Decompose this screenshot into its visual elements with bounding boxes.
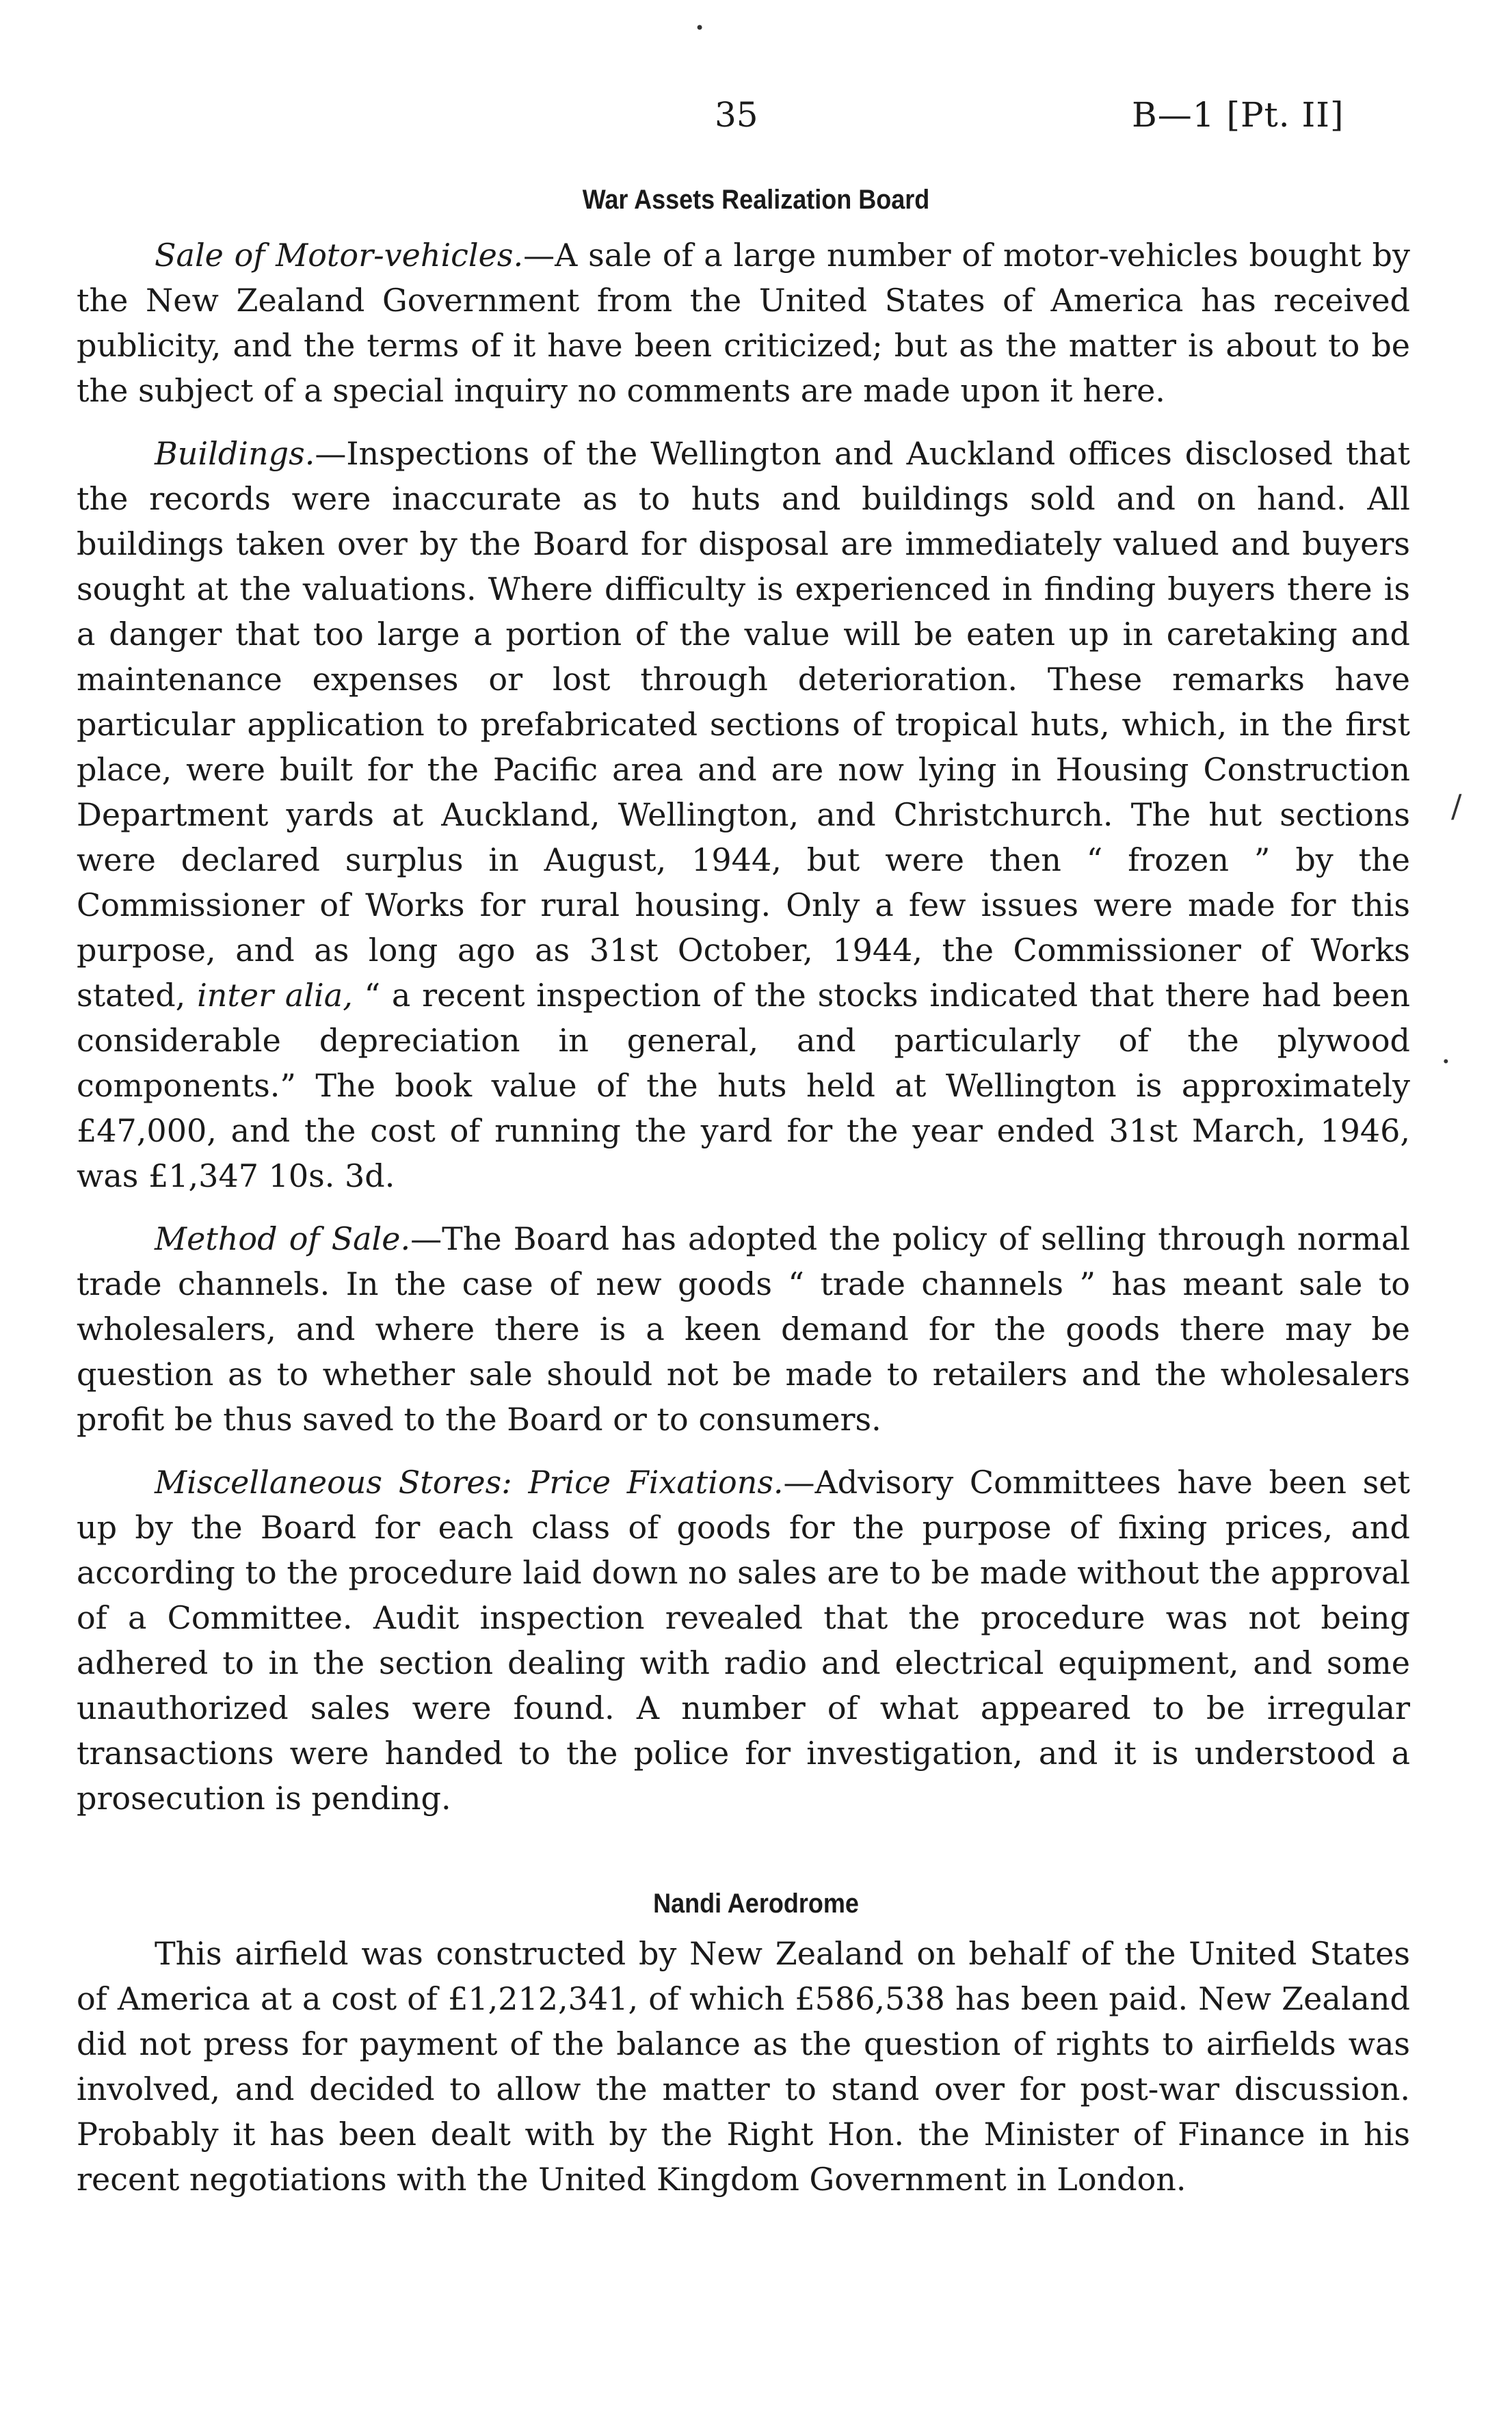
run-in-heading: Buildings. xyxy=(155,435,315,472)
paragraph-sale-of-motor-vehicles xyxy=(77,233,1410,413)
section-title-war-assets: War Assets Realization Board xyxy=(582,185,930,215)
paragraph-text: —A sale of a large number of motor-vehicles bought by the New Zealand Government from the United States of America has received publicity, and the terms of it have been criticized; but as the matter is about to be the subject of a special inquiry no comments are made upon it here. xyxy=(77,237,1410,409)
paragraph-buildings xyxy=(77,431,1410,1198)
paragraph-method-of-sale xyxy=(77,1216,1410,1442)
paragraph-text: —Inspections of the Wellington and Auckland offices disclosed that the records were inaccurate as to huts and buildings sold and on hand. All buildings taken over by the Board for disposal are immediately valued and buyers sought at the valuations. Where difficulty is experienced in finding buyers there is a danger that too large a portion of the value will be eaten up in caretaking and maintenance expenses or lost through deterioration. These remarks have particular application to prefabricated sections of tropical huts, which, in the first place, were built for the Pacific area and are now lying in Housing Construction Department yards at Auckland, Wellington, and Christchurch. The hut sections were declared surplus in August, 1944, but were then “ frozen ” by the Commissioner of Works for rural housing. Only a few issues were made for this purpose, and as long ago as 31st October, 1944, the Commissioner of Works stated, xyxy=(77,435,1410,1014)
paragraph-text: This airfield was constructed by New Zealand on behalf of the United States of America at a cost of £1,212,341, of which £586,538 has been paid. New Zealand did not press for payment of the balance as the question of rights to airfields was involved, and decided to allow the matter to stand over for post-war discussion. Probably it has been dealt with by the Right Hon. the Minister of Finance in his recent negotiations with the United Kingdom Government in London. xyxy=(77,1935,1410,2198)
run-in-heading: Method of Sale. xyxy=(155,1220,411,1257)
section-title-nandi-aerodrome: Nandi Aerodrome xyxy=(653,1889,859,1919)
paragraph-nandi-airfield xyxy=(77,1931,1410,2202)
paragraph-miscellaneous-stores xyxy=(77,1460,1410,1821)
run-in-heading: Miscellaneous Stores: Price Fixations. xyxy=(155,1464,784,1501)
inline-latin-phrase: inter alia, xyxy=(197,977,353,1014)
run-in-heading: Sale of Motor-vehicles. xyxy=(155,237,524,274)
margin-mark-slash: / xyxy=(1451,787,1462,824)
margin-mark-top: • xyxy=(695,18,705,38)
paragraph-text-continued: “ a recent inspection of the stocks indicated that there had been considerable depreciation in general, and particularly of the plywood components.” The book value of the huts held at Wellington is approximately £47,000, and the cost of running the yard for the year ended 31st March, 1946, was £1,347 10s. 3d. xyxy=(77,977,1410,1194)
document-reference: B—1 [Pt. II] xyxy=(1132,95,1344,135)
page-header xyxy=(0,88,1512,142)
section-body-nandi-aerodrome xyxy=(77,1931,1410,2220)
paragraph-text: —Advisory Committees have been set up by the Board for each class of goods for the purpose of fixing prices, and according to the procedure laid down no sales are to be made without the approval of a Committee. Audit inspection revealed that the procedure was not being adhered to in the section dealing with radio and electrical equipment, and some unauthorized sales were found. A number of what appeared to be irregular transactions were handed to the police for investigation, and it is understood a prosecution is pending. xyxy=(77,1464,1410,1817)
margin-mark-dot: . xyxy=(1441,1034,1451,1070)
page-number: 35 xyxy=(715,95,758,135)
paragraph-text: —The Board has adopted the policy of selling through normal trade channels. In the case of new goods “ trade channels ” has meant sale to wholesalers, and where there is a keen demand for the goods there may be question as to whether sale should not be made to retailers and the wholesalers profit be thus saved to the Board or to consumers. xyxy=(77,1220,1410,1438)
section-body-war-assets xyxy=(77,233,1410,1839)
